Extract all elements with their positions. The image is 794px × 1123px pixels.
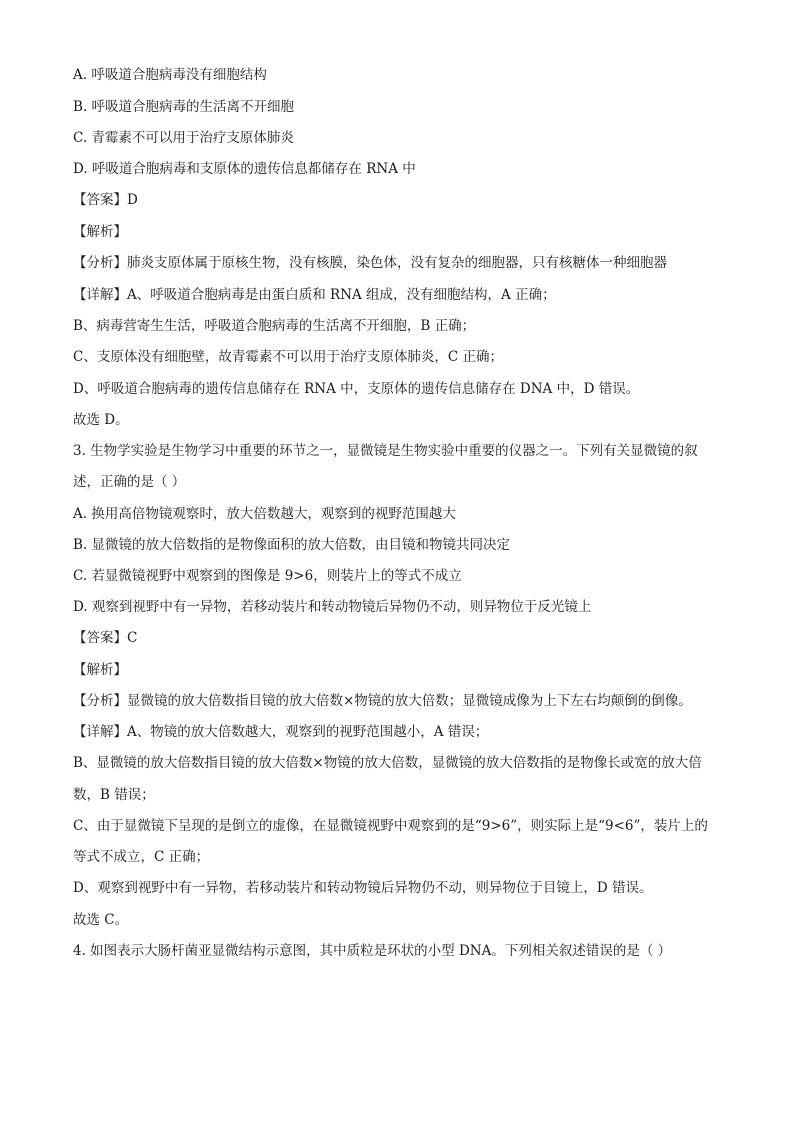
detail-line: 【详解】A、呼吸道合胞病毒是由蛋白质和 RNA 组成，没有细胞结构，A 正确； — [73, 287, 556, 303]
explanation-heading: 【解析】 — [73, 224, 127, 240]
option-b-line: B. 显微镜的放大倍数指的是物像面积的放大倍数，由目镜和物镜共同决定 — [73, 537, 511, 553]
detail-line: C、由于显微镜下呈现的是倒立的虚像，在显微镜视野中观察到的是“9>6”，则实际上是“9<6”，装片上的 — [73, 818, 708, 834]
option-c-line: C. 若显微镜视野中观察到的图像是 9>6，则装片上的等式不成立 — [73, 568, 462, 584]
explanation-heading: 【解析】 — [73, 662, 127, 678]
question-3-stem: 3. 生物学实验是生物学习中重要的环节之一，显微镜是生物实验中重要的仪器之一。下列有关显微镜的叙 — [73, 443, 698, 459]
answer-line: 【答案】C — [73, 630, 138, 646]
detail-line: D、观察到视野中有一异物，若移动装片和转动物镜后异物仍不动，则异物位于目镜上，D 错误。 — [73, 880, 653, 896]
choice-line: 故选 C。 — [73, 912, 129, 928]
option-d-line: D. 呼吸道合胞病毒和支原体的遗传信息都储存在 RNA 中 — [73, 161, 416, 177]
detail-line: 等式不成立，C 正确； — [73, 849, 210, 865]
analysis-line: 【分析】肺炎支原体属于原核生物，没有核膜，染色体，没有复杂的细胞器，只有核糖体一种细胞器 — [73, 255, 667, 271]
detail-line: 数，B 错误； — [73, 787, 155, 803]
detail-line: D、呼吸道合胞病毒的遗传信息储存在 RNA 中，支原体的遗传信息储存在 DNA 中，D 错误。 — [73, 381, 640, 397]
option-d-line: D. 观察到视野中有一异物，若移动装片和转动物镜后异物仍不动，则异物位于反光镜上 — [73, 599, 592, 615]
detail-line: C、支原体没有细胞壁，故青霉素不可以用于治疗支原体肺炎，C 正确； — [73, 349, 503, 365]
option-c-line: C. 青霉素不可以用于治疗支原体肺炎 — [73, 130, 294, 146]
detail-line: B、病毒营寄生生活，呼吸道合胞病毒的生活离不开细胞，B 正确； — [73, 318, 476, 334]
option-b-line: B. 呼吸道合胞病毒的生活离不开细胞 — [73, 99, 295, 115]
question-4-stem: 4. 如图表示大肠杆菌亚显微结构示意图，其中质粒是环状的小型 DNA。下列相关叙述错误的是（ ） — [73, 943, 672, 959]
question-3-stem: 述，正确的是（ ） — [73, 474, 186, 490]
detail-line: 【详解】A、物镜的放大倍数越大，观察到的视野范围越小，A 错误； — [73, 724, 489, 740]
detail-line: B、显微镜的放大倍数指目镜的放大倍数×物镜的放大倍数，显微镜的放大倍数指的是物像长或宽的放大倍 — [73, 755, 702, 771]
analysis-line: 【分析】显微镜的放大倍数指目镜的放大倍数×物镜的放大倍数；显微镜成像为上下左右均颠倒的倒像。 — [73, 693, 692, 709]
choice-line: 故选 D。 — [73, 412, 129, 428]
option-a-line: A. 呼吸道合胞病毒没有细胞结构 — [73, 67, 267, 83]
answer-line: 【答案】D — [73, 192, 138, 208]
option-a-line: A. 换用高倍物镜观察时，放大倍数越大，观察到的视野范围越大 — [73, 506, 456, 522]
